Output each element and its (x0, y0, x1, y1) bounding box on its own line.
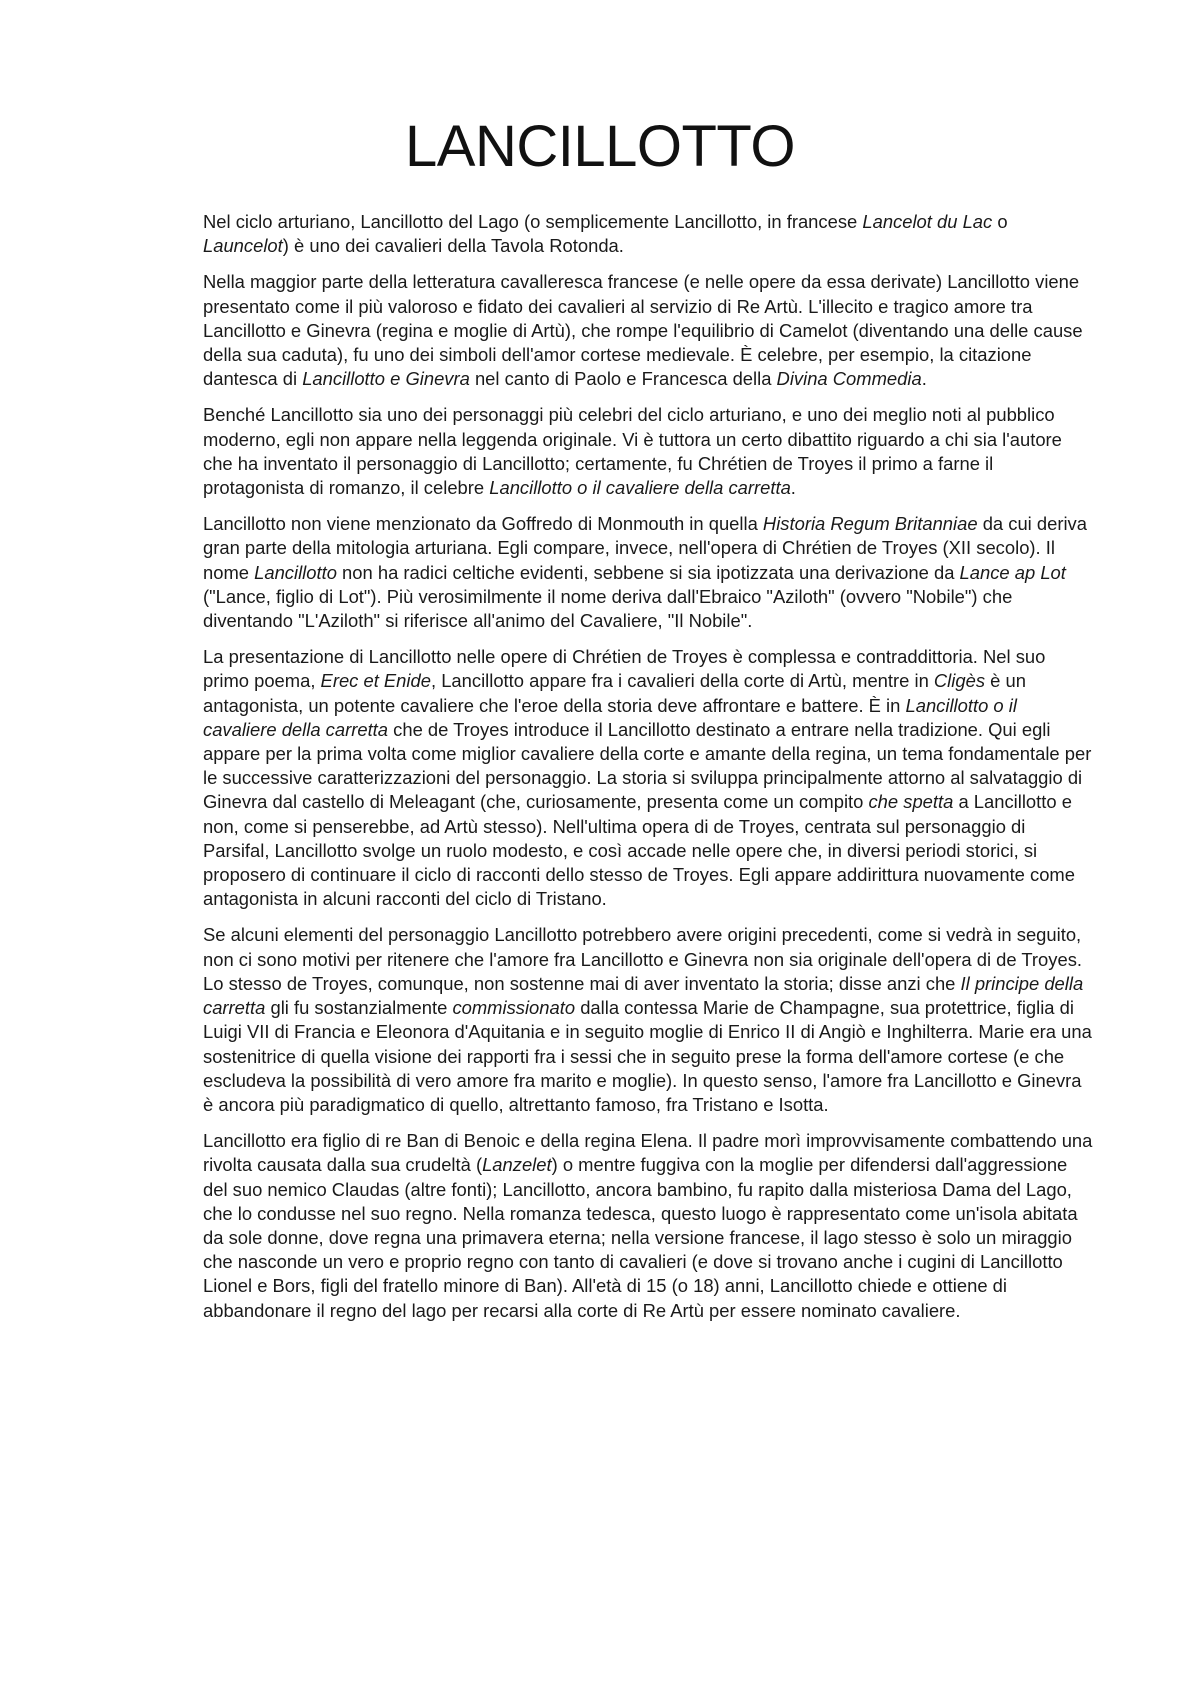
text-run: ) o mentre fuggiva con la moglie per difendersi dall'aggressione del suo nemico Claudas (altre fonti); Lancillotto, ancora bambino, fu rapito dalla misteriosa Dama del Lago, che lo condusse nel suo regno. Nella romanza tedesca, questo luogo è rappresentato come un'isola abitata da sole donne, dove regna una primavera eterna; nella versione francese, il lago stesso è solo un miraggio che nasconde un vero e proprio regno con tanto di cavalieri (e dove si trovano anche i cugini di Lancillotto Lionel e Bors, figli del fratello minore di Ban). All'età di 15 (o 18) anni, Lancillotto chiede e ottiene di abbandonare il regno del lago per recarsi alla corte di Re Artù per essere nominato cavaliere. (203, 1154, 1078, 1321)
text-run: Lancillotto era figlio di re Ban di Benoic e della regina Elena. Il padre morì improvvisamente combattendo una rivolta causata dalla sua crudeltà ( (203, 1130, 1093, 1176)
text-run: gli fu sostanzialmente (265, 997, 453, 1019)
paragraph-5 (203, 645, 1095, 911)
text-run: . (790, 477, 796, 499)
italic-text: Cligès (933, 670, 986, 692)
italic-text: che spetta (868, 791, 954, 813)
text-run: Nel ciclo arturiano, Lancillotto del Lago (o semplicemente Lancillotto, in francese (203, 211, 863, 232)
text-run: è un antagonista, un potente cavaliere che l'eroe della storia deve affrontare e battere. È in (203, 670, 1026, 716)
italic-text: Launcelot (203, 235, 283, 257)
paragraph-7 (203, 1129, 1095, 1323)
text-run: Nella maggior parte della letteratura cavalleresca francese (e nelle opere da essa derivate) Lancillotto viene presentato come il più valoroso e fidato dei cavalieri al servizio di Re Artù. L'illecito e tragico amore tra Lancillotto e Ginevra (regina e moglie di Artù), che rompe l'equilibrio di Camelot (diventando una delle cause della sua caduta), fu uno dei simboli dell'amor cortese medievale. È celebre, per esempio, la citazione dantesca di (203, 271, 1083, 390)
text-run: o (992, 211, 1008, 232)
document-title: LANCILLOTTO (405, 114, 795, 179)
paragraph-6 (203, 923, 1095, 1117)
italic-text: Lanzelet (482, 1154, 552, 1176)
text-run: dalla contessa Marie de Champagne, sua protettrice, figlia di Luigi VII di Francia e Eleonora d'Aquitania e in seguito moglie di Enrico II di Angiò e Inghilterra. Marie era una sostenitrice di quella visione dei rapporti fra i sessi che in seguito prese la forma dell'amore cortese (e che escludeva la possibilità di vero amore fra marito e moglie). In questo senso, l'amore fra Lancillotto e Ginevra è ancora più paradigmatico di quello, altrettanto famoso, fra Tristano e Isotta. (203, 997, 1092, 1115)
italic-text: Lancillotto e Ginevra (302, 368, 470, 390)
text-run: Se alcuni elementi del personaggio Lancillotto potrebbero avere origini precedenti, come si vedrà in seguito, non ci sono motivi per ritenere che l'amore fra Lancillotto e Ginevra non sia originale dell'opera di de Troyes. Lo stesso de Troyes, comunque, non sostenne mai di aver inventato la storia; disse anzi che (203, 924, 1083, 994)
text-run: La presentazione di Lancillotto nelle opere di Chrétien de Troyes è complessa e contraddittoria. Nel suo primo poema, (203, 646, 1046, 692)
text-run: che de Troyes introduce il Lancillotto destinato a entrare nella tradizione. Qui egli appare per la prima volta come miglior cavaliere della corte e amante della regina, un tema fondamentale per le successive caratterizzazioni del personaggio. La storia si sviluppa principalmente attorno al salvataggio di Ginevra dal castello di Meleagant (che, curiosamente, presenta come un compito (203, 718, 1092, 813)
text-run: Lancillotto non viene menzionato da Goffredo di Monmouth in quella (203, 513, 763, 535)
italic-text: commissionato (452, 997, 576, 1019)
paragraph-1 (203, 210, 1095, 258)
text-run: ) è uno dei cavalieri della Tavola Rotonda. (282, 235, 624, 257)
italic-text: Il principe della carretta (203, 972, 1084, 1019)
italic-text: Divina Commedia (776, 368, 922, 390)
italic-text: Lancillotto (254, 561, 337, 583)
italic-text: Lance ap Lot (959, 561, 1066, 583)
text-run: Benché Lancillotto sia uno dei personaggi più celebri del ciclo arturiano, e uno dei meglio noti al pubblico moderno, egli non appare nella leggenda originale. Vi è tuttora un certo dibattito riguardo a chi sia l'autore che ha inventato il personaggio di Lancillotto; certamente, fu Chrétien de Troyes il primo a farne il protagonista di romanzo, il celebre (203, 404, 1062, 499)
italic-text: Lancelot du Lac (862, 211, 993, 232)
text-run: da cui deriva gran parte della mitologia arturiana. Egli compare, invece, nell'opera di Chrétien de Troyes (XII secolo). Il nome (203, 513, 1087, 583)
italic-text: Erec et Enide (320, 670, 431, 692)
text-run: a Lancillotto e non, come si penserebbe, ad Artù stesso). Nell'ultima opera di de Troyes, centrata sul personaggio di Parsifal, Lancillotto svolge un ruolo modesto, e così accade nelle opere che, in diversi periodi storici, si proposero di continuare il ciclo di racconti dello stesso de Troyes. Egli appare addirittura nuovamente come antagonista in alcuni racconti del ciclo di Tristano. (203, 791, 1075, 910)
paragraph-2 (203, 270, 1095, 391)
paragraph-3 (203, 403, 1095, 500)
italic-text: Historia Regum Britanniae (762, 513, 978, 535)
italic-text: Lancillotto o il cavaliere della carretta (203, 694, 1017, 740)
paragraph-4 (203, 512, 1095, 633)
text-run: . (921, 368, 927, 390)
document-body (203, 210, 1095, 1335)
text-run: , Lancillotto appare fra i cavalieri della corte di Artù, mentre in (430, 670, 934, 692)
text-run: non ha radici celtiche evidenti, sebbene si sia ipotizzata una derivazione da (336, 561, 960, 583)
text-run: nel canto di Paolo e Francesca della (469, 368, 777, 390)
text-run: ("Lance, figlio di Lot"). Più verosimilmente il nome deriva dall'Ebraico "Aziloth" (ovvero "Nobile") che diventando "L'Aziloth" si riferisce all'animo del Cavaliere, "Il Nobile". (203, 585, 1013, 632)
italic-text: Lancillotto o il cavaliere della carretta (489, 477, 791, 499)
